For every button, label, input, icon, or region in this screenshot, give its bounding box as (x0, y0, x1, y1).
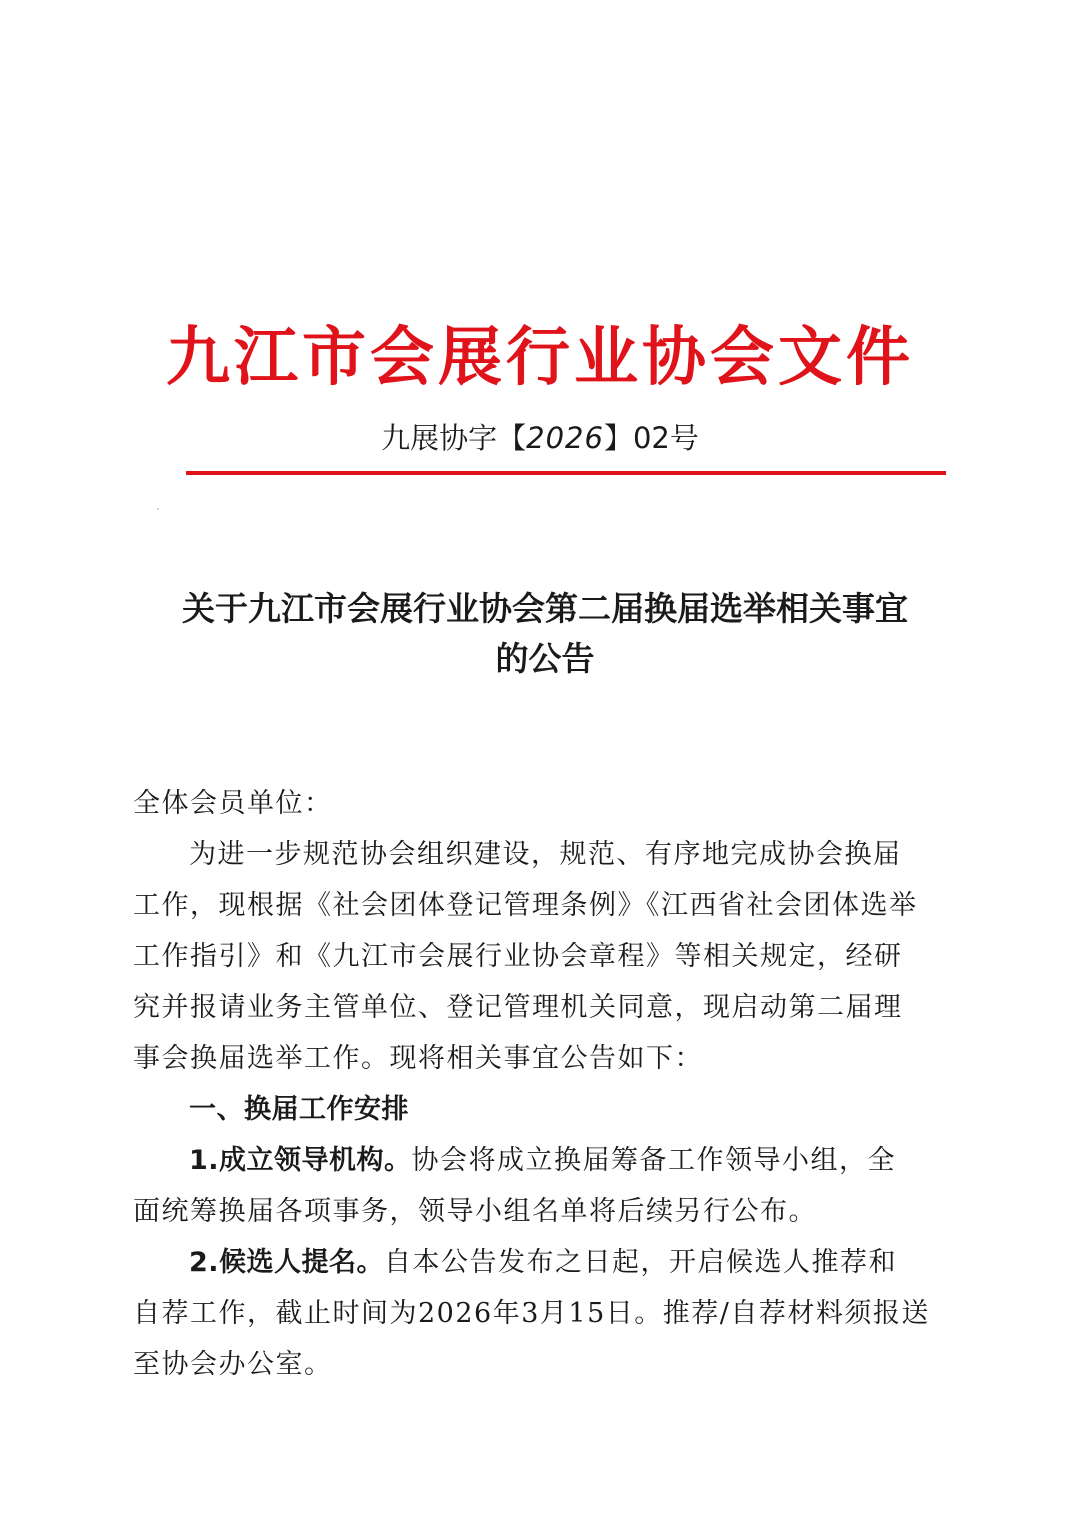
list-item-text: 自本公告发布之日起，开启候选人推荐和 (384, 1247, 898, 1278)
announcement-title-line-1: 关于九江市会展行业协会第二届换届选举相关事宜 (182, 589, 908, 628)
section-heading-text: 一、换届工作安排 (189, 1094, 409, 1125)
announcement-title-line-2: 的公告 (495, 639, 595, 678)
list-item-line (133, 1135, 923, 1186)
list-item-line: 自荐工作，截止时间为2026年3月15日。推荐/自荐材料须报送 (133, 1298, 930, 1329)
list-item-label: 1.成立领导机构。 (189, 1145, 412, 1176)
paragraph-line: 为进一步规范协会组织建设，规范、有序地完成协会换届 (189, 839, 902, 870)
paragraph-line: 工作指引》和《九江市会展行业协会章程》等相关规定，经研 (133, 941, 903, 972)
document-number-year: 2026 (526, 421, 604, 455)
paragraph-line: 究并报请业务主管单位、登记管理机关同意，现启动第二届理 (133, 992, 903, 1023)
salutation: 全体会员单位： (133, 788, 333, 819)
document-number (0, 418, 1080, 458)
list-item-line (133, 1237, 923, 1288)
list-item-text: 协会将成立换届筹备工作领导小组，全 (411, 1145, 897, 1176)
paragraph-line: 事会换届选举工作。现将相关事宜公告如下： (133, 1043, 703, 1074)
scan-speck (157, 508, 159, 510)
paragraph-intro (133, 829, 923, 1084)
header-red-divider (186, 471, 946, 475)
list-item-line: 面统筹换届各项事务，领导小组名单将后续另行公布。 (133, 1196, 817, 1227)
document-number-prefix: 九展协字【 (381, 421, 527, 455)
list-item-line: 至协会办公室。 (133, 1349, 333, 1380)
document-header-title: 九江市会展行业协会文件 (166, 320, 914, 395)
paragraph-line: 工作，现根据《社会团体登记管理条例》《江西省社会团体选举 (133, 890, 918, 921)
document-number-suffix: 】02号 (603, 421, 699, 455)
list-item-leadership (133, 1135, 923, 1237)
list-item-nomination (133, 1237, 930, 1390)
list-item-label: 2.候选人提名。 (189, 1247, 385, 1278)
section-heading (133, 1084, 923, 1135)
announcement-title (120, 584, 970, 684)
